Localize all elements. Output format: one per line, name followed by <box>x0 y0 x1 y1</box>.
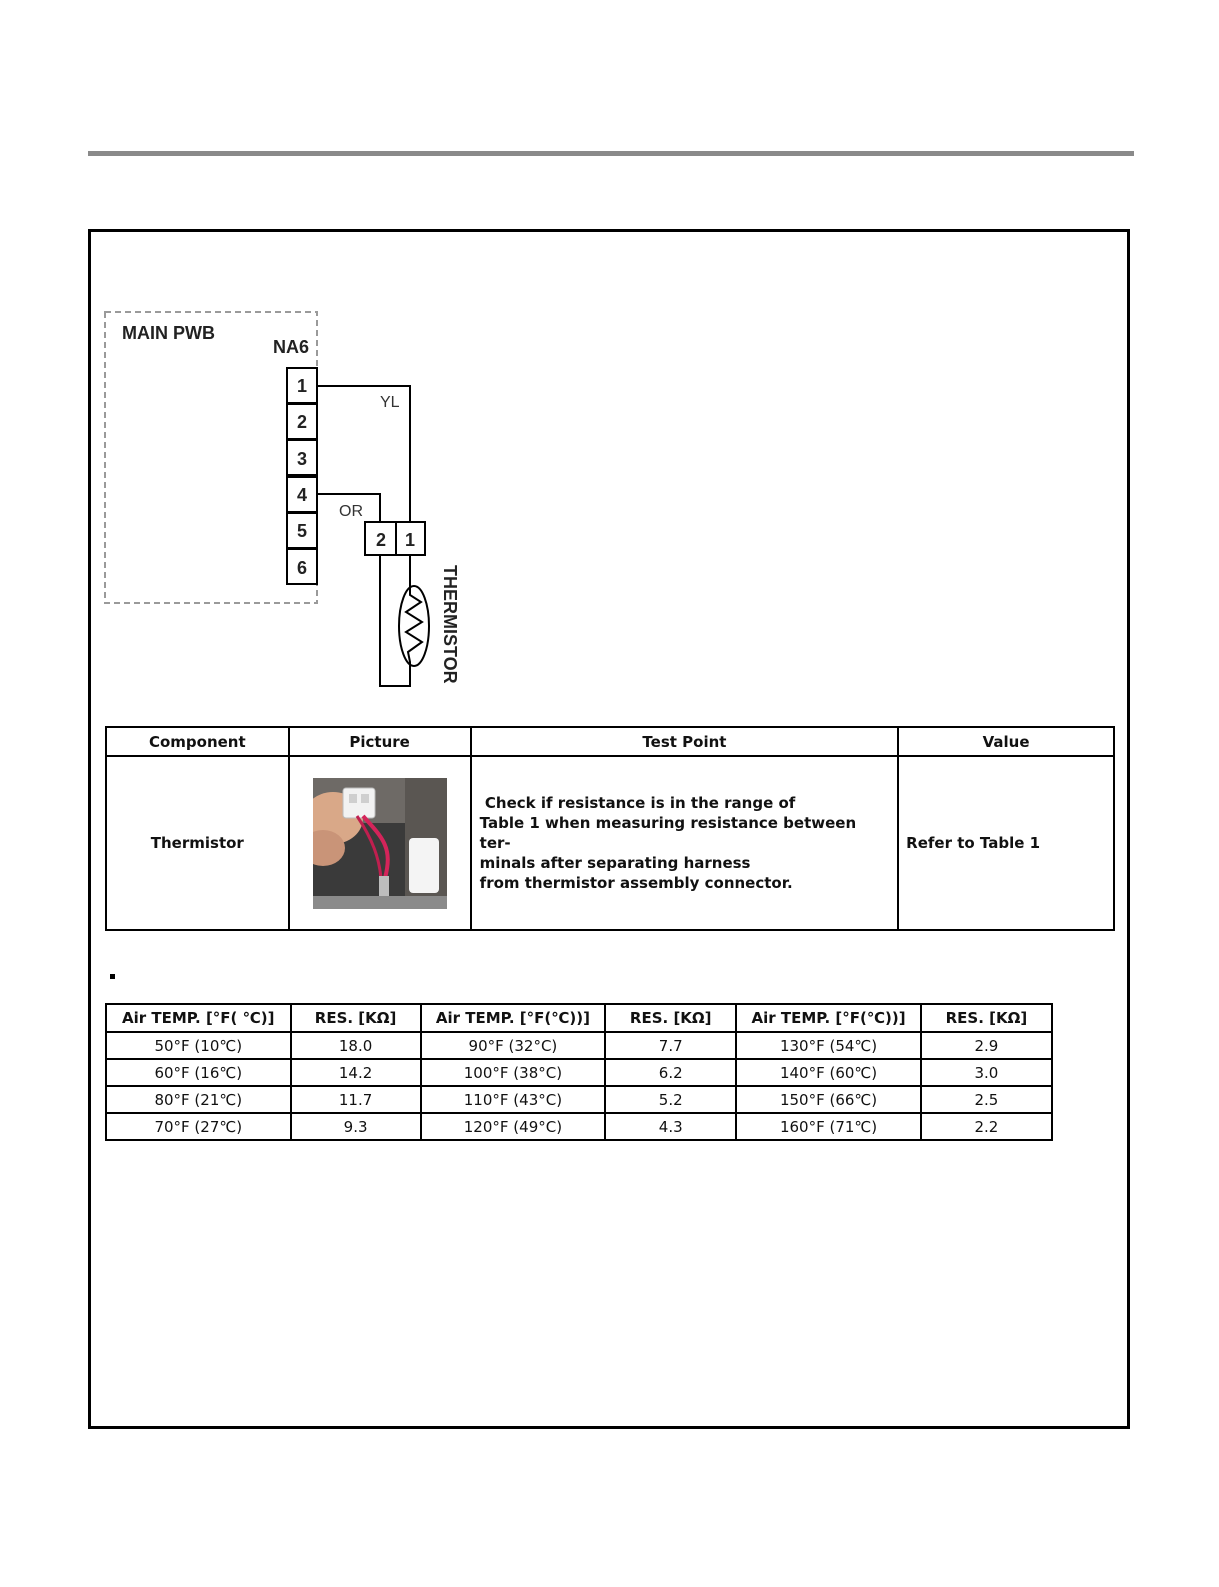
table-cell: 120°F (49°C) <box>421 1113 606 1140</box>
table-cell: 90°F (32°C) <box>421 1032 606 1059</box>
table-cell: 9.3 <box>291 1113 421 1140</box>
thermistor-label: THERMISTOR <box>440 565 460 684</box>
thermistor-photo <box>313 778 447 909</box>
table-row <box>106 756 1114 930</box>
column-header: RES. [KΩ] <box>921 1004 1052 1032</box>
plug-pin-number: 1 <box>404 530 416 550</box>
resistance-table <box>105 1003 1053 1141</box>
table-cell: 18.0 <box>291 1032 421 1059</box>
pin-number: 4 <box>296 485 308 505</box>
table-cell: 150°F (66℃) <box>736 1086 921 1113</box>
table-cell: 80°F (21℃) <box>106 1086 291 1113</box>
picture-cell <box>289 756 471 930</box>
table-cell: 7.7 <box>605 1032 736 1059</box>
table-cell: 70°F (27℃) <box>106 1113 291 1140</box>
column-header: RES. [KΩ] <box>291 1004 421 1032</box>
main-pwb-label: MAIN PWB <box>122 323 215 343</box>
table-cell: 2.5 <box>921 1086 1052 1113</box>
table-cell: 3.0 <box>921 1059 1052 1086</box>
column-header: Component <box>106 727 289 756</box>
table-cell: 14.2 <box>291 1059 421 1086</box>
table-cell: 4.3 <box>605 1113 736 1140</box>
table-header-row <box>106 727 1114 756</box>
column-header: Air TEMP. [°F(℃))] <box>421 1004 606 1032</box>
bullet-marker <box>110 974 115 979</box>
column-header: Air TEMP. [°F( ℃)] <box>106 1004 291 1032</box>
column-header: Picture <box>289 727 471 756</box>
table-cell: 130°F (54℃) <box>736 1032 921 1059</box>
component-cell: Thermistor <box>106 756 289 930</box>
table-cell: 5.2 <box>605 1086 736 1113</box>
table-cell: 140°F (60℃) <box>736 1059 921 1086</box>
table-cell: 2.9 <box>921 1032 1052 1059</box>
table-cell: 6.2 <box>605 1059 736 1086</box>
table-cell: 160°F (71℃) <box>736 1113 921 1140</box>
plug-pin-number: 2 <box>375 530 387 550</box>
pin-number: 2 <box>296 412 308 432</box>
test-point-line: Table 1 when measuring resistance between ter- <box>479 814 857 852</box>
test-point-line: from thermistor assembly connector. <box>479 874 793 892</box>
test-point-line: minals after separating harness <box>479 854 751 872</box>
test-point-line: Check if resistance is in the range of <box>479 794 796 812</box>
table-row <box>106 1113 1052 1140</box>
table-header-row <box>106 1004 1052 1032</box>
table-row <box>106 1032 1052 1059</box>
pin-number: 3 <box>296 449 308 469</box>
table-cell: 110°F (43°C) <box>421 1086 606 1113</box>
table-cell: 50°F (10℃) <box>106 1032 291 1059</box>
component-table <box>105 726 1115 931</box>
column-header: RES. [KΩ] <box>605 1004 736 1032</box>
wire-or-label: OR <box>339 503 363 520</box>
test-point-cell <box>471 756 899 930</box>
pin-number: 6 <box>296 558 308 578</box>
pin-number: 5 <box>296 521 308 541</box>
connector-label: NA6 <box>273 337 310 357</box>
connector-pins <box>287 368 317 584</box>
table-cell: 11.7 <box>291 1086 421 1113</box>
column-header: Air TEMP. [°F(℃))] <box>736 1004 921 1032</box>
wiring-diagram <box>104 310 484 706</box>
header-rule <box>88 151 1134 156</box>
wire-yl-label: YL <box>380 394 400 411</box>
pin-number: 1 <box>296 376 308 396</box>
table-row <box>106 1059 1052 1086</box>
column-header: Test Point <box>471 727 899 756</box>
value-cell: Refer to Table 1 <box>898 756 1114 930</box>
table-cell: 100°F (38°C) <box>421 1059 606 1086</box>
table-cell: 2.2 <box>921 1113 1052 1140</box>
column-header: Value <box>898 727 1114 756</box>
table-row <box>106 1086 1052 1113</box>
table-cell: 60°F (16℃) <box>106 1059 291 1086</box>
